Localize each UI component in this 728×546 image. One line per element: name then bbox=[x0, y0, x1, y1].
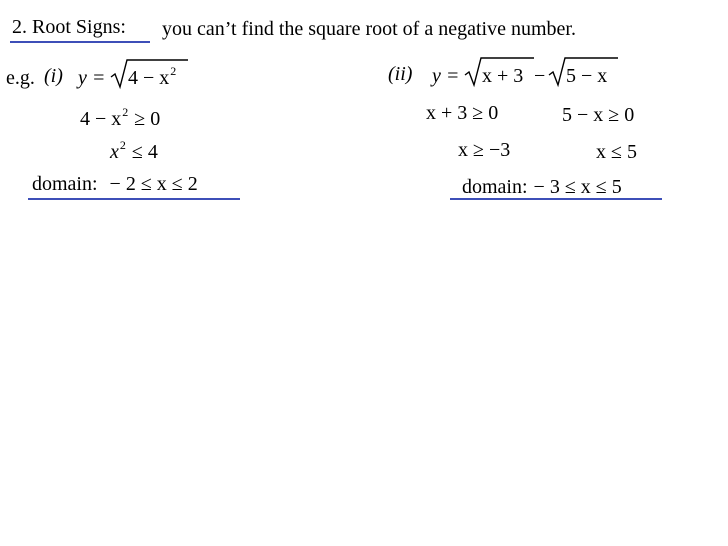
example-i-function-lhs: y = bbox=[78, 67, 106, 89]
example-i-domain bbox=[32, 174, 198, 194]
example-i-step2-exponent: 2 bbox=[119, 138, 126, 152]
example-ii-domain-value: − 3 ≤ x ≤ 5 bbox=[533, 176, 622, 198]
example-i-step2-lhs: x bbox=[110, 141, 119, 163]
example-i-function bbox=[78, 68, 105, 88]
example-ii-function-lhs: y = bbox=[432, 65, 460, 87]
example-i-step2 bbox=[110, 138, 158, 163]
example-i-step1-rhs: ≥ 0 bbox=[134, 108, 161, 130]
example-i-step1 bbox=[80, 105, 161, 130]
example-i-radicand bbox=[128, 64, 177, 89]
example-i-domain-value: − 2 ≤ x ≤ 2 bbox=[109, 173, 198, 195]
heading-label: 2. Root Signs: bbox=[12, 16, 126, 38]
example-i-domain-underline bbox=[28, 198, 240, 200]
example-ii-radicand-b: 5 − x bbox=[566, 65, 608, 87]
example-ii-solution-b: x ≤ 5 bbox=[596, 141, 637, 163]
example-i-radicand-text: 4 − x bbox=[128, 67, 170, 89]
example-i-step1-exponent: 2 bbox=[122, 105, 129, 119]
example-ii-domain-label: domain: bbox=[462, 176, 528, 198]
example-ii-minus: − bbox=[534, 65, 546, 87]
example-ii-tag: (ii) bbox=[388, 63, 413, 85]
heading-underline bbox=[10, 41, 150, 43]
example-i-radicand-exponent: 2 bbox=[170, 64, 177, 78]
example-i-prefix: e.g. bbox=[6, 67, 35, 89]
example-ii-solution-a: x ≥ −3 bbox=[458, 139, 511, 161]
example-i-step1-lhs: 4 − x bbox=[80, 108, 122, 130]
heading-statement: you can’t find the square root of a negative number. bbox=[162, 18, 576, 40]
example-ii-domain-underline bbox=[450, 198, 662, 200]
example-ii-condition-b: 5 − x ≥ 0 bbox=[562, 104, 635, 126]
example-i-tag: (i) bbox=[44, 65, 63, 87]
example-ii-radicand-a: x + 3 bbox=[482, 65, 524, 87]
example-ii-domain bbox=[462, 177, 622, 197]
example-i-step2-rhs: ≤ 4 bbox=[131, 141, 158, 163]
example-ii-condition-a: x + 3 ≥ 0 bbox=[426, 102, 499, 124]
example-i-domain-label: domain: bbox=[32, 173, 98, 195]
